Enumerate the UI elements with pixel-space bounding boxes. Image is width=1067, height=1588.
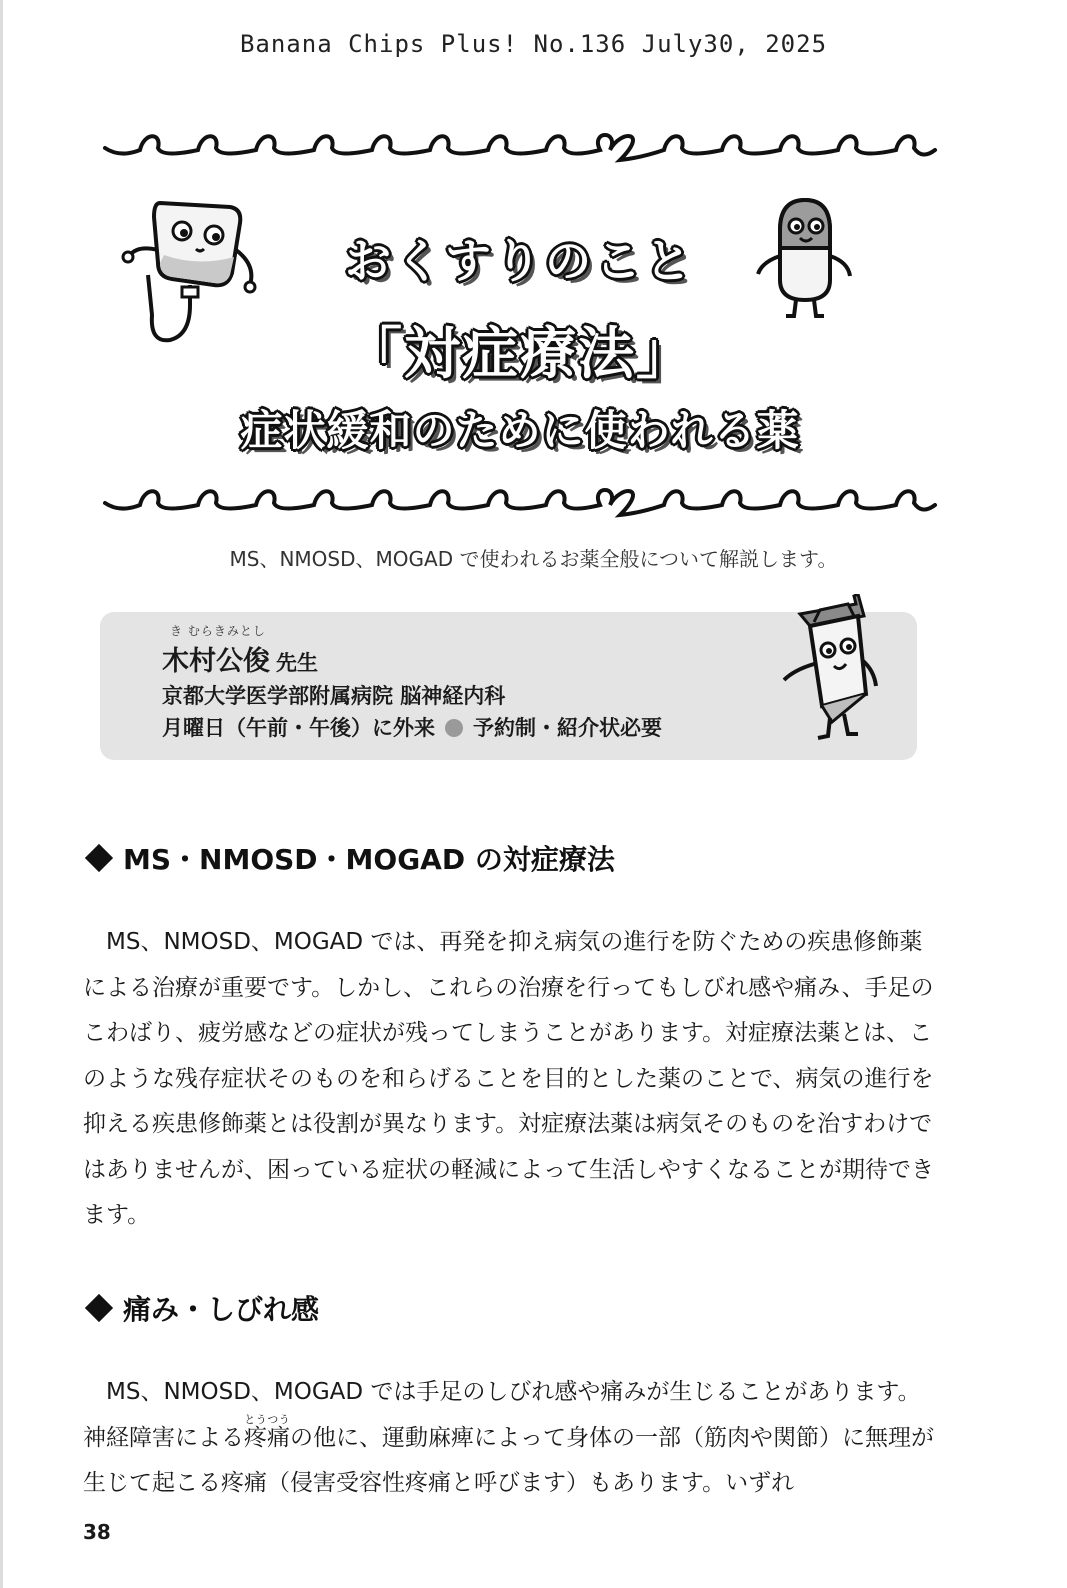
ruby-base: 疼痛 bbox=[244, 1424, 290, 1451]
doctor-name-line bbox=[162, 639, 318, 678]
title-line-2: 「対症療法」 bbox=[346, 322, 694, 387]
doctor-affiliation: 京都大学医学部附属病院 脳神経内科 bbox=[162, 684, 506, 708]
doctor-name-ruby: き むらきみとし bbox=[170, 624, 266, 638]
bullet-dot-icon bbox=[445, 719, 463, 737]
section-heading-pain-numbness bbox=[85, 1288, 319, 1328]
title-banner bbox=[100, 120, 940, 530]
section-heading-symptomatic-therapy bbox=[85, 838, 615, 878]
doctor-mascot-illustration bbox=[770, 594, 880, 744]
section-paragraph: MS、NMOSD、MOGAD では、再発を抑え病気の進行を防ぐための疾患修飾薬による治療が重要です。しかし、これらの治療を行ってもしびれ感や痛み、手足のこわばり、疲労感などの症状が残ってしまうことがあります。対症療法薬とは、このような残存症状そのものを和らげることを目的とした薬のことで、病気の進行を抑える疾患修飾薬とは役割が異なります。対症療法薬は病気そのものを治すわけではありませんが、困っている症状の軽減によって生活しやすくなることが期待できます。 bbox=[83, 929, 934, 1228]
diamond-bullet-icon bbox=[85, 1294, 113, 1322]
doctor-honorific: 先生 bbox=[276, 651, 318, 675]
clinic-note: 予約制・紹介状必要 bbox=[473, 716, 662, 740]
running-header: Banana Chips Plus! No.136 July30, 2025 bbox=[239, 30, 828, 58]
section-heading-text: MS・NMOSD・MOGAD の対症療法 bbox=[123, 843, 615, 876]
section-heading-text: 痛み・しびれ感 bbox=[123, 1293, 320, 1326]
title-line-3: 症状緩和のために使われる薬 bbox=[240, 406, 800, 455]
title-line-1: おくすりのこと bbox=[345, 234, 695, 288]
ruby-word bbox=[244, 1412, 290, 1451]
paragraph-text: の他に、運動麻痺によって身体の一部（筋肉や関節）に無理が生じて起こる疼痛（侵害受容性疼痛と呼びます）もあります。いずれ bbox=[83, 1424, 934, 1496]
section-paragraph bbox=[83, 1370, 943, 1507]
doctor-name: 木村公俊 bbox=[162, 646, 270, 677]
paragraph-text: MS、NMOSD、MOGAD では手足のしびれ感や痛みが生じることがあります。神経障害による bbox=[83, 1379, 921, 1451]
diamond-bullet-icon bbox=[85, 844, 113, 872]
page-edge bbox=[0, 0, 3, 1588]
doctor-info-box bbox=[100, 612, 917, 760]
page-number: 38 bbox=[83, 1520, 111, 1544]
ruby-reading: とうつう bbox=[244, 1412, 290, 1426]
squiggle-top-decoration bbox=[100, 120, 940, 180]
clinic-days: 月曜日（午前・午後）に外来 bbox=[162, 716, 435, 740]
article-subtitle: MS、NMOSD、MOGAD で使われるお薬全般について解説します。 bbox=[229, 547, 838, 571]
squiggle-bottom-decoration bbox=[100, 475, 940, 535]
doctor-clinic-line bbox=[162, 712, 662, 742]
